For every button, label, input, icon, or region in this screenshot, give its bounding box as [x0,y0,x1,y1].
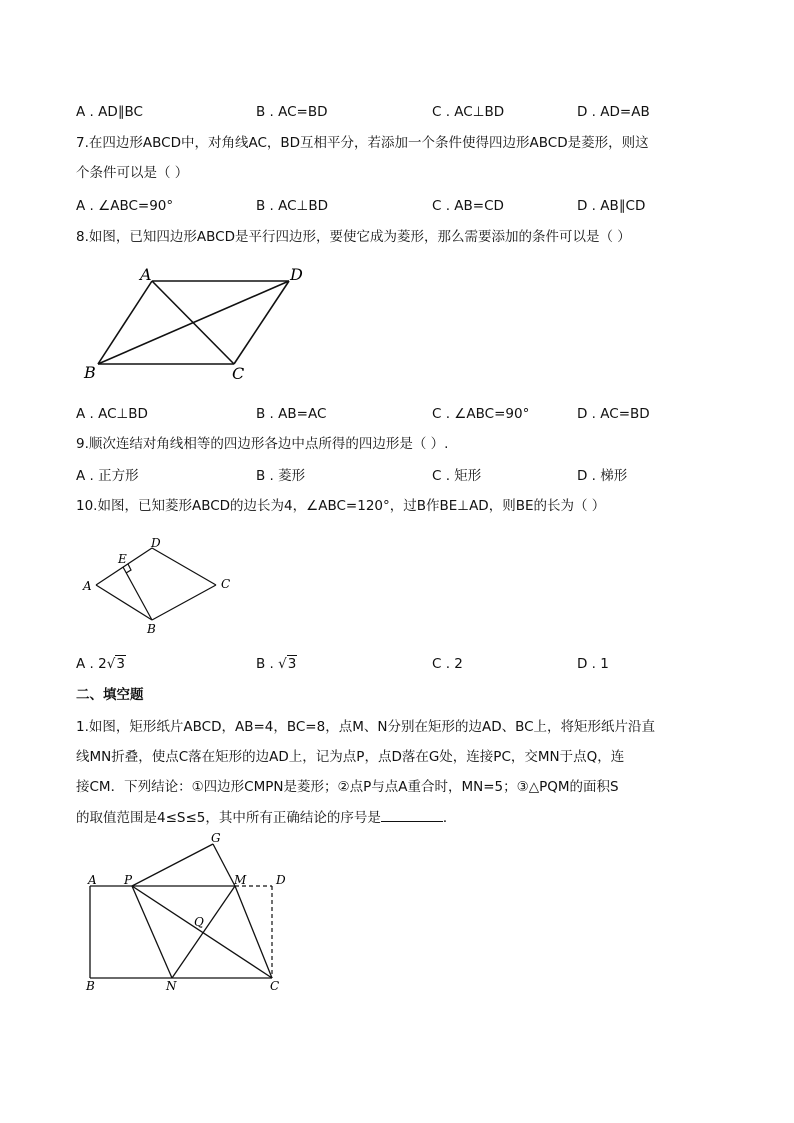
label-n: N [166,979,177,993]
q8-stem: 8.如图，已知四边形ABCD是平行四边形，要使它成为菱形，那么需要添加的条件可以是（ ） [76,229,631,245]
q8-parallelogram-figure [80,258,320,388]
q10-option-a-prefix: A . 2 [76,656,107,672]
q9-option-c: C . 矩形 [432,468,482,484]
label-c: C [232,364,245,383]
q7-option-d: D . AB∥CD [577,198,646,214]
label-a: A [140,265,152,284]
q10-option-b-prefix: B . [256,656,279,672]
q9-stem: 9.顺次连结对角线相等的四边形各边中点所得的四边形是（ ）. [76,436,449,452]
f1-line4-text: 的取值范围是4≤S≤5，其中所有正确结论的序号是 [76,810,381,826]
label-p: P [124,873,133,887]
label-m: M [234,873,247,887]
label-b: B [84,363,96,382]
f1-stem-line1: 1.如图，矩形纸片ABCD，AB=4，BC=8，点M、N分别在矩形的边AD、BC上，将矩形纸片沿直 [76,719,656,735]
segment-gm [213,844,235,886]
q6-option-a: A . AD∥BC [76,104,143,120]
sqrt-symbol: √ [278,656,287,672]
segment-dc [152,548,216,585]
f1-stem-line4 [76,809,456,827]
q9-option-a: A . 正方形 [76,468,139,484]
label-b: B [86,979,95,993]
q7-option-b: B . AC⊥BD [256,198,328,214]
diagonal-bd [98,281,289,364]
label-d: D [276,873,286,887]
section-title: 二、填空题 [76,687,144,703]
q10-option-c: C . 2 [432,656,463,672]
q6-option-d: D . AD=AB [577,104,650,120]
f1-rectangle-fold-figure [80,832,300,997]
q10-option-b-radicand: 3 [287,656,297,672]
q10-option-d: D . 1 [577,656,609,672]
label-e: E [118,552,127,566]
segment-be [123,567,152,620]
q8-option-d: D . AC=BD [577,406,650,422]
label-a: A [83,579,92,593]
label-a: A [88,873,97,887]
q7-option-a: A . ∠ABC=90° [76,198,174,214]
q9-option-d: D . 梯形 [577,468,628,484]
f1-stem-line3: 接CM．下列结论：①四边形CMPN是菱形；②点P与点A重合时，MN=5；③△PQM的面积S [76,779,619,795]
label-q: Q [194,915,204,929]
f1-stem-line2: 线MN折叠，使点C落在矩形的边AD上，记为点P，点D落在G处，连接PC，交MN于点Q，连 [76,749,625,765]
segment-pg [132,844,213,886]
q10-stem: 10.如图，已知菱形ABCD的边长为4，∠ABC=120°，过B作BE⊥AD，则BE的长为（ ） [76,498,606,514]
label-c: C [270,979,280,993]
label-d: D [151,536,161,550]
segment-mc [235,886,272,978]
segment-pc [132,886,272,978]
q10-option-b [256,655,297,673]
q10-rhombus-figure [78,532,248,642]
q7-stem-line2: 个条件可以是（ ） [76,165,189,181]
q6-option-b: B . AC=BD [256,104,328,120]
segment-cb [152,585,216,620]
q8-option-b: B . AB=AC [256,406,327,422]
label-c: C [221,577,231,591]
segment-mn [172,886,235,978]
q7-option-c: C . AB=CD [432,198,504,214]
q10-option-a [76,655,126,673]
q6-option-c: C . AC⊥BD [432,104,505,120]
q8-option-a: A . AC⊥BD [76,406,148,422]
q10-option-a-radicand: 3 [116,656,125,672]
f1-line4-end: ． [442,810,457,826]
answer-blank[interactable] [381,809,443,822]
q8-option-c: C . ∠ABC=90° [432,406,530,422]
segment-ba [96,585,152,620]
q7-stem-line1: 7.在四边形ABCD中，对角线AC，BD互相平分，若添加一个条件使得四边形ABCD是菱形，则这 [76,135,649,151]
label-d: D [290,265,303,284]
q9-option-b: B . 菱形 [256,468,306,484]
label-g: G [211,832,221,845]
sqrt-symbol: √ [106,656,116,672]
label-b: B [147,622,156,636]
